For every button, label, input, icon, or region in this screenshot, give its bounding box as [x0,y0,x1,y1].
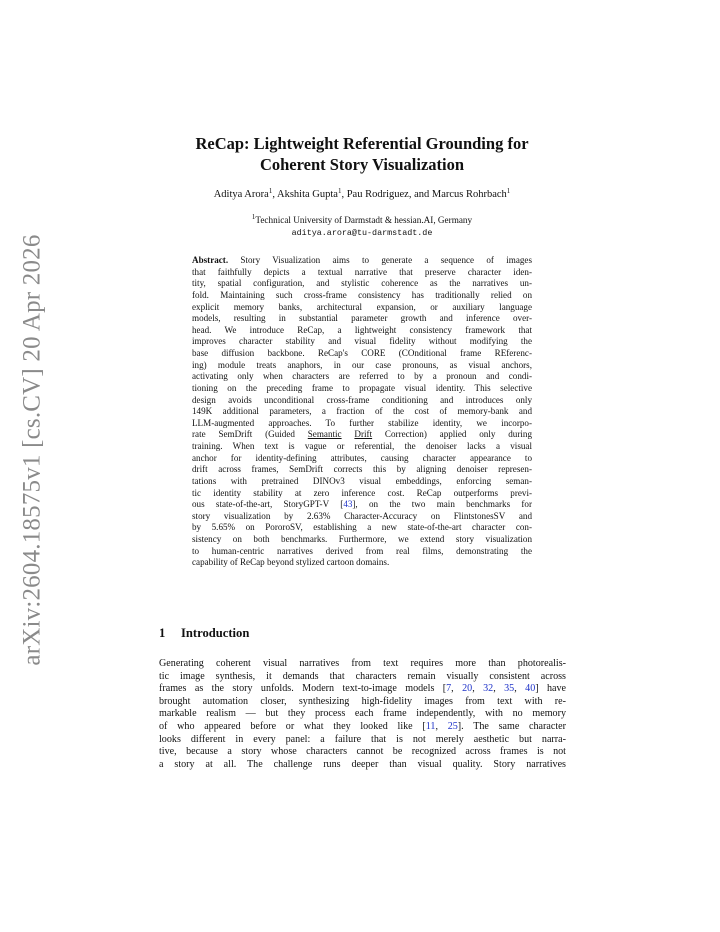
intro-line: Generating coherent visual narratives from text requires more than photorealis- [159,658,566,669]
affiliation-block [150,214,574,240]
affiliation-mark: 1 [268,187,273,195]
abstract-line: that faithfully depicts a textual narrative that preserve character iden- [192,266,532,277]
arxiv-identifier: arXiv:2604.18575v1 [cs.CV] 20 Apr 2026 [19,234,47,666]
intro-line: tive, because a story whose characters cannot be recognized across frames is not [159,746,566,758]
section-number: 1 [159,626,166,640]
abstract-line [192,255,532,267]
arxiv-identifier-stamp [14,234,52,666]
intro-line: looks different in every panel: a failure that is not merely aesthetic but narra- [159,733,566,745]
abstract-line: ous state-of-the-art, StoryGPT-V [43], on the two main benchmarks for [192,499,532,510]
abstract-line: to human-centric narratives derived from real films, demonstrating the [192,545,532,556]
intro-line: a story at all. The challenge runs deeper than visual quality. Story narratives [159,758,566,770]
abstract-line: ing) module treats anaphors, in our case pronouns, as visual anchors, [192,359,532,370]
abstract-label: Abstract. [192,255,229,265]
author-list: Aditya Arora$^1$, Akshita Gupta$^1$, Pau Rodriguez, and Marcus Rohrbach$^1$ [213,187,511,200]
intro-line: frames as the story unfolds. Modern text-to-image models [7, 20, 32, 35, 40] have [159,683,567,695]
section-title: Introduction [181,626,250,640]
introduction-text [159,658,566,771]
abstract-line: models, resulting in substantial parameter growth and inference over- [192,313,532,324]
paper-title [150,133,574,175]
author-name: Pau Rodriguez [346,189,409,200]
abstract-line: anchor for identity-defining attributes, causing character appearance to [192,452,532,463]
abstract-line: 149K additional parameters, a fraction of the cost of memory-bank and [192,406,532,417]
abstract [192,255,532,569]
author-email: aditya.arora@tu-darmstadt.de [291,228,433,238]
abstract-line: improves character stability and visual fidelity without modifying the [192,336,532,347]
affiliation-mark: 1 [251,213,256,221]
intro-line: brought automation closer, synthesizing high-fidelity images from text with re- [159,695,566,707]
abstract-line: activating only when characters are referred to by a pronoun and condi- [192,371,532,382]
author-name: Marcus Rohrbach [431,189,507,200]
abstract-line: by 5.65% on PororoSV, establishing a new state-of-the-art character con- [192,522,532,533]
abstract-line: base diffusion backbone. ReCap's CORE (COnditional frame REferenc- [192,348,532,358]
affiliation-text: Technical University of Darmstadt & hessian.AI, Germany [255,215,473,225]
abstract-line: tations with pretrained DINOv3 visual embeddings, enforcing seman- [192,475,532,486]
abstract-line: rate SemDrift (Guided Semantic Drift Correction) applied only during [192,429,532,440]
abstract-line: explicit memory banks, architectural expansion, or auxiliary language [192,301,532,312]
abstract-line: fold. Maintaining such cross-frame consistency has traditionally relied on [192,289,532,300]
abstract-line: training. When text is vague or referential, the denoiser lacks a visual [192,441,532,451]
author-name: Akshita Gupta [276,189,338,200]
abstract-line: tic identity stability at zero inference cost. ReCap outperforms previ- [192,487,532,498]
abstract-line: tity, spatial configuration, and stylistic coherence as the narratives un- [192,278,532,289]
abstract-line: sistency on both benchmarks. Furthermore, we extend story visualization [192,534,532,544]
author-name: Aditya Arora [213,189,269,200]
abstract-line: tioning on the preceding frame to propagate visual identity. This selective [192,382,532,393]
intro-line: markable realism — but they process each frame independently, with no memory [159,708,566,720]
abstract-line-text: Story Visualization aims to generate a sequence of images [228,255,532,265]
affiliation-mark: 1 [506,187,511,195]
affiliation-mark: 1 [337,187,342,195]
abstract-line: drift across frames, SemDrift corrects this by aligning denoiser represen- [192,464,532,475]
abstract-line: story visualization by 2.63% Character-Accuracy on FlintstonesSV and [192,510,532,521]
abstract-line: design avoids unconditional cross-frame conditioning and introduces only [192,394,532,405]
intro-line: tic image synthesis, it demands that characters remain visually consistent across [159,670,566,682]
title-line: Coherent Story Visualization [259,155,465,174]
abstract-line: capability of ReCap beyond stylized cartoon domains. [192,557,390,568]
abstract-line: LLM-augmented approaches. To further stabilize identity, we incorpo- [192,417,532,428]
title-line: ReCap: Lightweight Referential Grounding for [195,134,529,153]
abstract-line: head. We introduce ReCap, a lightweight consistency framework that [192,324,532,335]
section-heading [159,626,249,641]
intro-line: of who appeared before or what they looked like [11, 25]. The same character [159,720,567,732]
